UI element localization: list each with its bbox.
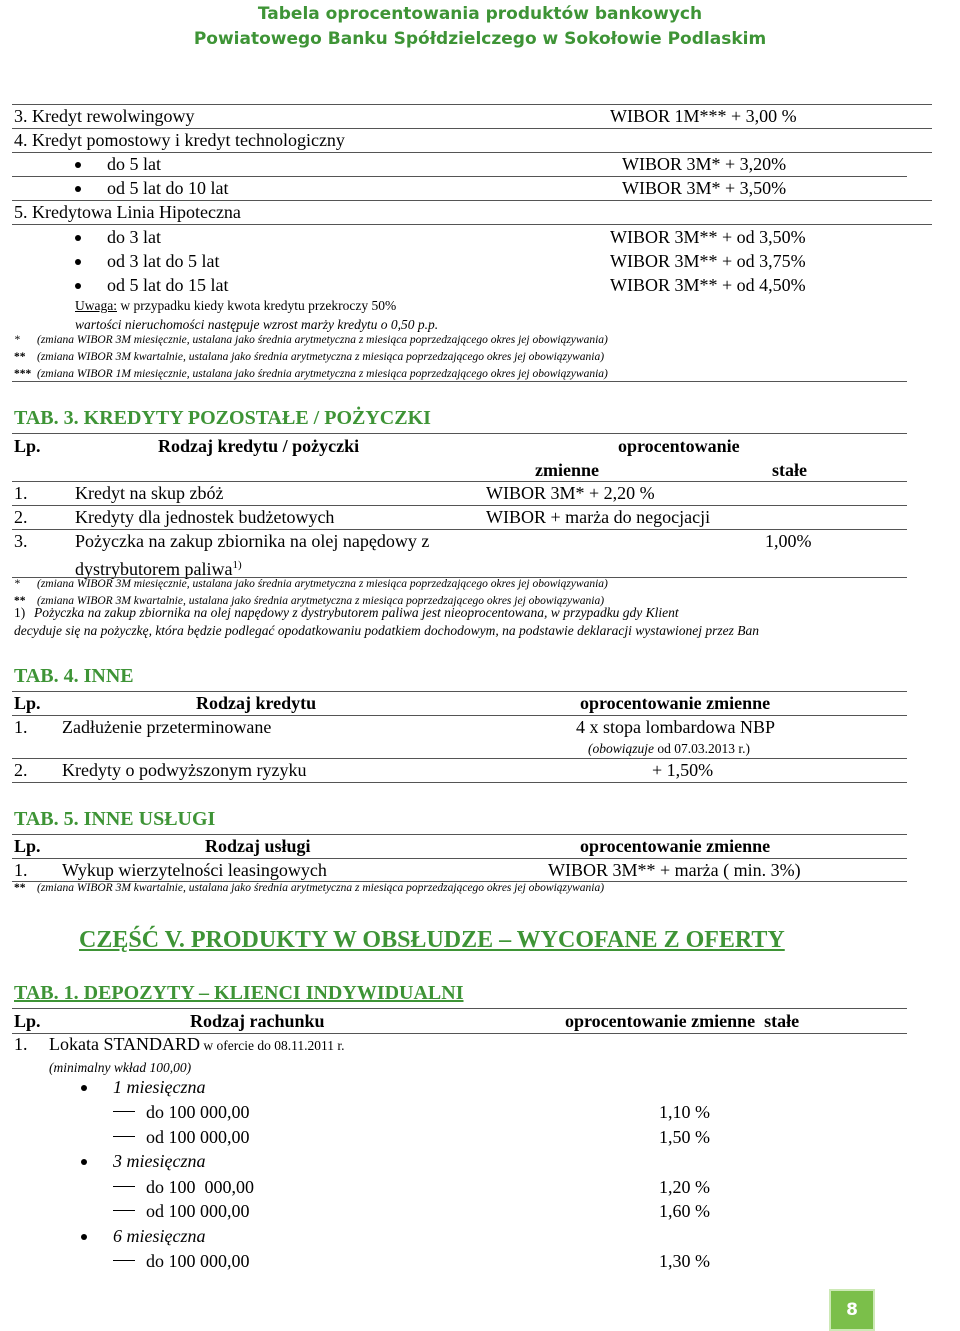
row-label: do 3 lat [107,227,161,247]
row-rate: WIBOR 1M*** + 3,00 % [610,106,797,126]
header-title-line2: Powiatowego Banku Spółdzielczego w Sokołowie Podlaskim [193,29,767,49]
row-number: 2. [14,760,28,780]
amount-rate: 1,10 % [659,1102,710,1122]
row-rate: WIBOR 3M** + od 3,75% [610,251,806,271]
row-label: 4. Kredyt pomostowy i kredyt technologiczny [14,130,345,150]
row-label: 3. Kredyt rewolwingowy [14,106,195,126]
row-divider [12,691,907,692]
row-label: od 5 lat do 10 lat [107,178,229,198]
note-uwaga-head: Uwaga: [75,298,117,313]
amount-label: do 100 000,00 [146,1177,254,1197]
column-header-lp: Lp. [14,693,41,713]
note-uwaga-text: w przypadku kiedy kwota kredytu przekroczy 50% [116,298,397,313]
dash-icon [113,1136,135,1137]
bullet-icon [75,259,81,265]
footnote: (zmiana WIBOR 3M kwartalnie, ustalana jako średnia arytmetyczna z miesiąca poprzedzającego okres jej obowiązywania) [37,351,605,363]
column-header-lp: Lp. [14,1011,41,1031]
part-title: CZĘŚĆ V. PRODUKTY W OBSŁUDZE – WYCOFANE Z OFERTY [79,927,785,953]
footnote-mark: ** [14,595,26,607]
column-header-type: Rodzaj rachunku [190,1011,325,1031]
footnote: (zmiana WIBOR 3M kwartalnie, ustalana jako średnia arytmetyczna z miesiąca poprzedzającego okres jej obowiązywania) [37,595,605,607]
row-min-deposit: (minimalny wkład 100,00) [49,1060,192,1075]
amount-label: od 100 000,00 [146,1127,250,1147]
footnote: (zmiana WIBOR 1M miesięcznie, ustalana jako średnia arytmetyczna z miesiąca poprzedzającego okres jej obowiązywania) [37,368,608,380]
column-header-rate: oprocentowanie zmienne [580,693,771,713]
amount-rate: 1,20 % [659,1177,710,1197]
dash-icon [113,1186,135,1187]
row-label-text: dystrybutorem paliwa [75,559,233,579]
row-label: Kredyty o podwyższonym ryzyku [62,760,307,780]
amount-label: do 100 000,00 [146,1251,250,1271]
column-header-lp: Lp. [14,836,41,856]
section-title: TAB. 3. KREDYTY POZOSTAŁE / POŻYCZKI [14,407,431,429]
bullet-icon [75,283,81,289]
footnote: (zmiana WIBOR 3M miesięcznie, ustalana jako średnia arytmetyczna z miesiąca poprzedzającego okres jej obowiązywania) [37,578,608,590]
bullet-icon [75,235,81,241]
column-header-type: Rodzaj kredytu [196,693,317,713]
amount-rate: 1,30 % [659,1251,710,1271]
row-divider [12,1008,907,1009]
document-header [0,0,960,52]
row-rate: + 1,50% [652,760,714,780]
row-number: 1. [14,483,28,503]
row-rate: WIBOR 3M** + od 3,50% [610,227,806,247]
note-text: Pożyczka na zakup zbiornika na olej napędowy z dystrybutorem paliwa jest nieoprocentowana, w przypadku gdy Klient [34,605,679,620]
term-label: 6 miesięczna [113,1226,206,1246]
row-label: 5. Kredytowa Linia Hipoteczna [14,202,241,222]
footnote-mark: *** [14,368,32,380]
row-label: od 3 lat do 5 lat [107,251,220,271]
row-label: Wykup wierzytelności leasingowych [62,860,327,880]
amount-rate: 1,50 % [659,1127,710,1147]
column-header-fixed: stałe [772,460,807,480]
note-text: decyduje się na pożyczkę, która będzie podlegać opodatkowaniu podatkiem dochodowym, na podstawie deklaracji wystawionej przez Ban [14,623,759,638]
row-label: od 5 lat do 15 lat [107,275,229,295]
footnote-mark: ** [14,882,26,894]
row-label [49,1033,345,1057]
column-header-rate: oprocentowanie zmienne [580,836,771,856]
row-label-offer: w ofercie do 08.11.2011 r. [200,1038,345,1053]
term-label: 1 miesięczna [113,1077,206,1097]
row-note-italic: (obowiązuje [588,741,654,756]
column-header-rate: oprocentowanie zmienne stałe [565,1011,800,1031]
row-number: 3. [14,531,28,551]
note-uwaga-line2: wartości nieruchomości następuje wzrost marży kredytu o 0,50 p.p. [75,317,439,332]
footnote-mark: * [14,578,20,590]
column-header-variable: zmienne [535,460,599,480]
row-divider [12,433,907,434]
row-label: do 5 lat [107,154,161,174]
bullet-icon [81,1085,87,1091]
row-number: 1. [14,860,28,880]
row-rate: WIBOR 3M* + 2,20 % [486,483,655,503]
column-header-type: Rodzaj kredytu / pożyczki [158,436,360,456]
row-label-sup: 1) [232,559,242,571]
row-note [588,738,750,760]
row-rate: WIBOR 3M* + 3,50% [622,178,787,198]
row-rate: WIBOR + marża do negocjacji [486,507,711,527]
bullet-icon [75,186,81,192]
section-title: TAB. 4. INNE [14,665,134,687]
row-label: Kredyt na skup zbóż [75,483,224,503]
section-title: TAB. 1. DEPOZYTY – KLIENCI INDYWIDUALNI [14,982,464,1004]
row-divider [12,834,907,835]
footnote: (zmiana WIBOR 3M kwartalnie, ustalana jako średnia arytmetyczna z miesiąca poprzedzającego okres jej obowiązywania) [37,882,605,894]
row-label: Zadłużenie przeterminowane [62,717,272,737]
row-number: 2. [14,507,28,527]
column-header-lp: Lp. [14,436,41,456]
row-divider [12,782,907,783]
row-rate: 4 x stopa lombardowa NBP [576,717,775,737]
dash-icon [113,1260,135,1261]
amount-rate: 1,60 % [659,1201,710,1221]
section-title: TAB. 5. INNE USŁUGI [14,808,216,830]
amount-label: do 100 000,00 [146,1102,250,1122]
footnote-mark: ** [14,351,26,363]
row-rate: WIBOR 3M* + 3,20% [622,154,787,174]
bullet-icon [75,162,81,168]
row-divider [12,381,907,382]
dash-icon [113,1111,135,1112]
note-uwaga [75,296,396,315]
row-label-name: Lokata STANDARD [49,1034,201,1054]
row-rate: WIBOR 3M** + od 4,50% [610,275,806,295]
footnote: (zmiana WIBOR 3M miesięcznie, ustalana jako średnia arytmetyczna z miesiąca poprzedzającego okres jej obowiązywania) [37,334,608,346]
header-title-line1: Tabela oprocentowania produktów bankowych [257,4,703,24]
bullet-icon [81,1159,87,1165]
bullet-icon [81,1234,87,1240]
term-label: 3 miesięczna [113,1151,206,1171]
row-number: 1. [14,717,28,737]
note-mark: 1) [14,605,26,620]
row-note-date: od 07.03.2013 r.) [654,741,750,756]
column-header-type: Rodzaj usługi [205,836,311,856]
row-rate: WIBOR 3M** + marża ( min. 3%) [548,860,801,880]
amount-label: od 100 000,00 [146,1201,250,1221]
dash-icon [113,1210,135,1211]
column-header-rate: oprocentowanie [618,436,740,456]
row-number: 1. [14,1034,28,1054]
row-divider [12,224,932,225]
footnote-mark: * [14,334,20,346]
row-label: Kredyty dla jednostek budżetowych [75,507,335,527]
row-label: Pożyczka na zakup zbiornika na olej napędowy z [75,531,430,551]
row-fixed-rate: 1,00% [765,531,812,551]
page-number: 8 [829,1289,875,1331]
